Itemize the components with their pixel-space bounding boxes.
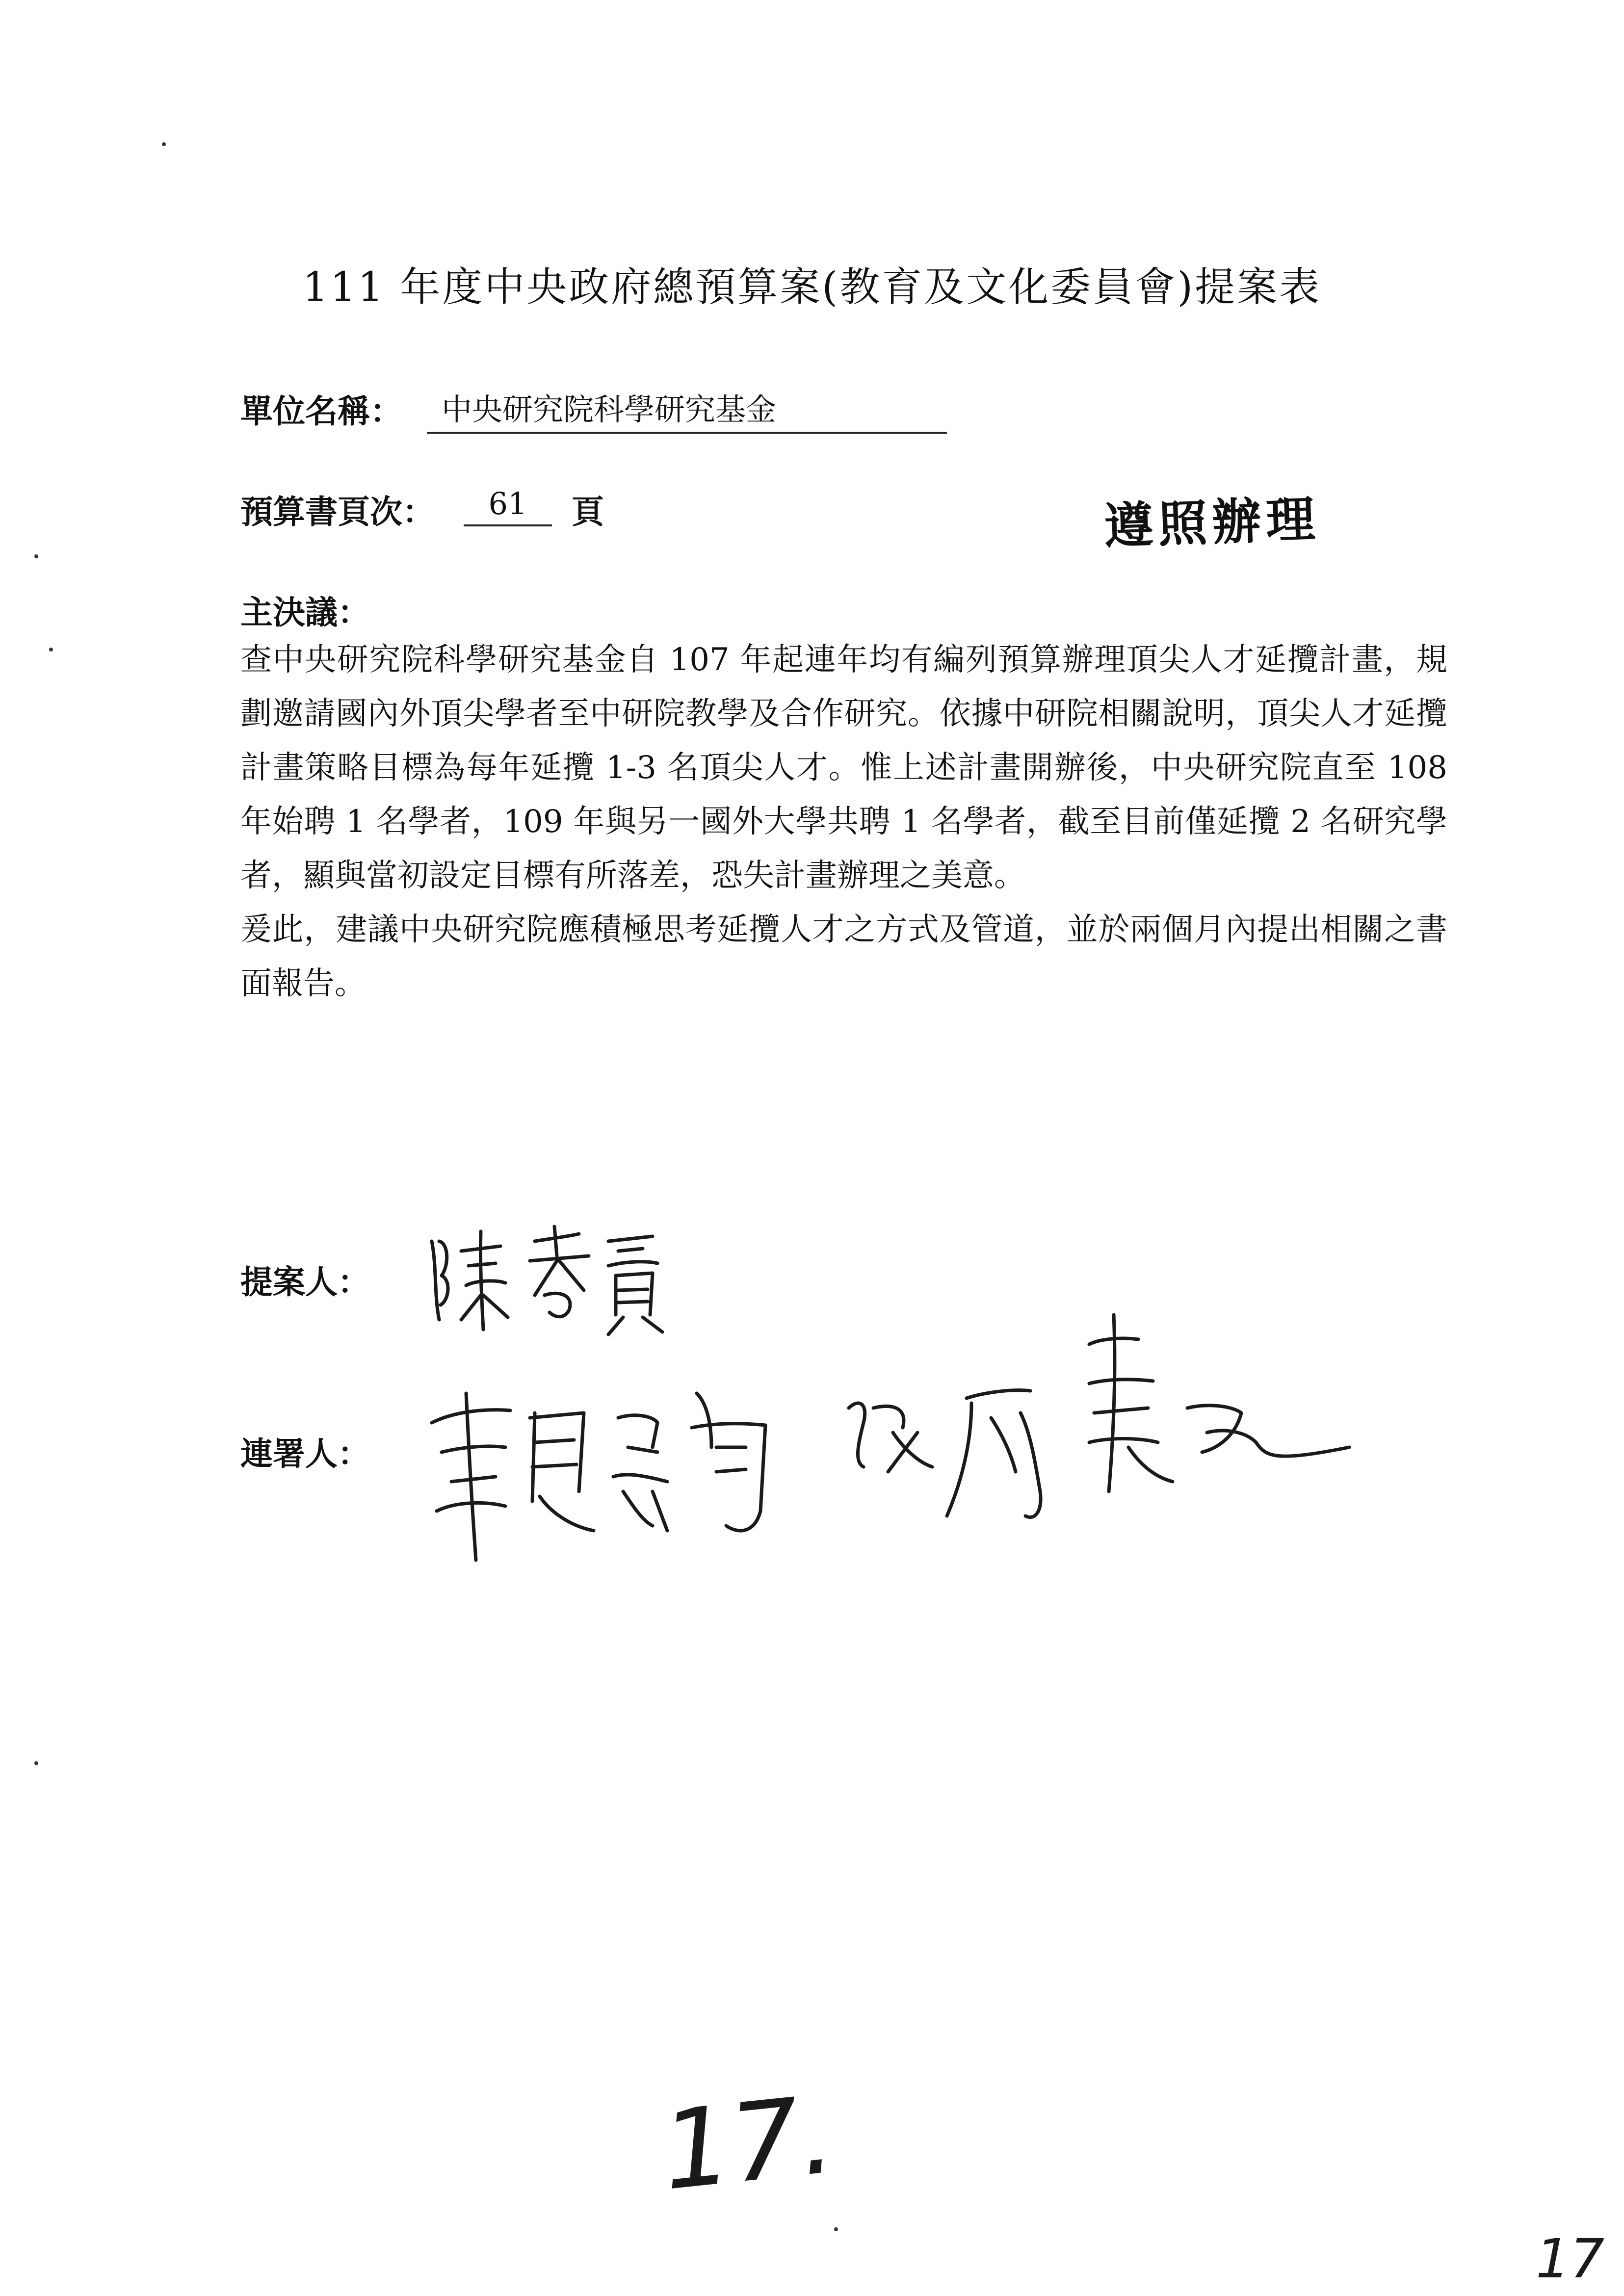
handwritten-number: 17.: [656, 2071, 840, 2215]
unit-name-label: 單位名稱：: [240, 392, 402, 430]
resolution-body: [240, 633, 1447, 1011]
corner-page-number: 17: [1536, 2227, 1604, 2290]
document-title: 111 年度中央政府總預算案(教育及文化委員會)提案表: [302, 264, 1322, 311]
scan-speck: [834, 2227, 838, 2231]
proposer-signature: [422, 1222, 697, 1339]
scan-speck: [49, 648, 53, 652]
resolution-paragraph: 爰此，建議中央研究院應積極思考延攬人才之方式及管道，並於兩個月內提出相關之書面報告。: [240, 912, 1447, 1002]
resolution-paragraph: 查中央研究院科學研究基金自 107 年起連年均有編列預算辦理頂尖人才延攬計畫，規劃邀請國內外頂尖學者至中研院教學及合作研究。依據中研院相關說明，頂尖人才延攬計畫策略目標為每年延攬 1-3 名頂尖人才。惟上述計畫開辦後，中央研究院直至 108 年始聘 1 名學者，109 年與另一國外大學共聘 1 名學者，截至目前僅延攬 2 名研究學者，顯與當初設定目標有所落差，恐失計畫辦理之美意。: [240, 642, 1447, 894]
scan-speck: [34, 554, 38, 558]
cosigner-label: 連署人：: [240, 1435, 370, 1473]
budget-page-unit: 頁: [572, 493, 604, 531]
handwritten-annotation: 遵照辦理: [1103, 490, 1321, 555]
cosigner-signature-1: [422, 1364, 814, 1570]
budget-page-value: 61: [464, 486, 552, 526]
cosigner-signature-2: [834, 1285, 1374, 1560]
scan-speck: [162, 142, 166, 146]
budget-page-label: 預算書頁次：: [240, 493, 435, 531]
resolution-label: 主決議：: [240, 593, 370, 631]
unit-name-value: 中央研究院科學研究基金: [427, 385, 947, 434]
proposer-label: 提案人：: [240, 1263, 370, 1301]
scan-speck: [34, 1761, 38, 1765]
